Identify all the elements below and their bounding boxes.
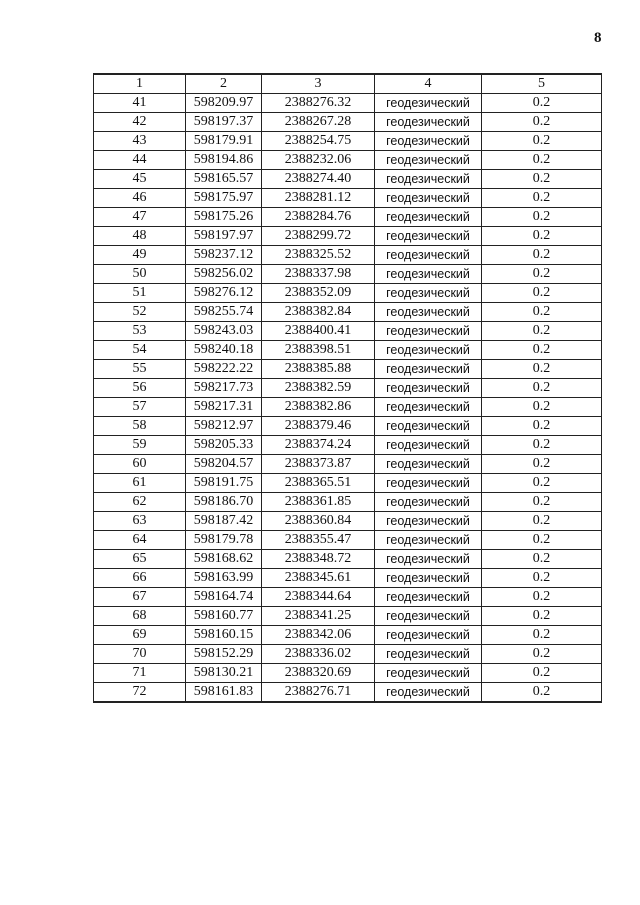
method-cell: геодезический xyxy=(375,683,482,703)
table-row xyxy=(94,626,602,645)
accuracy-cell: 0.2 xyxy=(482,265,602,284)
x-coordinate-cell: 598152.29 xyxy=(186,645,262,664)
accuracy-cell: 0.2 xyxy=(482,113,602,132)
y-coordinate-cell: 2388348.72 xyxy=(262,550,375,569)
x-coordinate-cell: 598163.99 xyxy=(186,569,262,588)
table-row xyxy=(94,132,602,151)
column-header: 4 xyxy=(375,74,482,94)
y-coordinate-cell: 2388337.98 xyxy=(262,265,375,284)
x-coordinate-cell: 598217.31 xyxy=(186,398,262,417)
y-coordinate-cell: 2388274.40 xyxy=(262,170,375,189)
point-number-cell: 59 xyxy=(94,436,186,455)
table-row xyxy=(94,588,602,607)
y-coordinate-cell: 2388267.28 xyxy=(262,113,375,132)
y-coordinate-cell: 2388379.46 xyxy=(262,417,375,436)
accuracy-cell: 0.2 xyxy=(482,189,602,208)
table-row xyxy=(94,455,602,474)
y-coordinate-cell: 2388284.76 xyxy=(262,208,375,227)
accuracy-cell: 0.2 xyxy=(482,474,602,493)
table-row xyxy=(94,645,602,664)
point-number-cell: 66 xyxy=(94,569,186,588)
accuracy-cell: 0.2 xyxy=(482,607,602,626)
y-coordinate-cell: 2388320.69 xyxy=(262,664,375,683)
table-row xyxy=(94,398,602,417)
x-coordinate-cell: 598212.97 xyxy=(186,417,262,436)
table-row xyxy=(94,170,602,189)
table-row xyxy=(94,189,602,208)
y-coordinate-cell: 2388382.59 xyxy=(262,379,375,398)
method-cell: геодезический xyxy=(375,303,482,322)
accuracy-cell: 0.2 xyxy=(482,531,602,550)
y-coordinate-cell: 2388352.09 xyxy=(262,284,375,303)
x-coordinate-cell: 598197.37 xyxy=(186,113,262,132)
method-cell: геодезический xyxy=(375,455,482,474)
accuracy-cell: 0.2 xyxy=(482,360,602,379)
accuracy-cell: 0.2 xyxy=(482,588,602,607)
point-number-cell: 69 xyxy=(94,626,186,645)
y-coordinate-cell: 2388344.64 xyxy=(262,588,375,607)
method-cell: геодезический xyxy=(375,208,482,227)
point-number-cell: 54 xyxy=(94,341,186,360)
table-row xyxy=(94,341,602,360)
page-number: 8 xyxy=(594,30,602,46)
table-row xyxy=(94,550,602,569)
point-number-cell: 45 xyxy=(94,170,186,189)
table-row xyxy=(94,360,602,379)
column-header: 1 xyxy=(94,74,186,94)
y-coordinate-cell: 2388400.41 xyxy=(262,322,375,341)
table-row xyxy=(94,493,602,512)
method-cell: геодезический xyxy=(375,265,482,284)
y-coordinate-cell: 2388342.06 xyxy=(262,626,375,645)
x-coordinate-cell: 598276.12 xyxy=(186,284,262,303)
x-coordinate-cell: 598165.57 xyxy=(186,170,262,189)
x-coordinate-cell: 598160.15 xyxy=(186,626,262,645)
accuracy-cell: 0.2 xyxy=(482,379,602,398)
method-cell: геодезический xyxy=(375,132,482,151)
accuracy-cell: 0.2 xyxy=(482,322,602,341)
point-number-cell: 57 xyxy=(94,398,186,417)
x-coordinate-cell: 598255.74 xyxy=(186,303,262,322)
y-coordinate-cell: 2388355.47 xyxy=(262,531,375,550)
method-cell: геодезический xyxy=(375,227,482,246)
point-number-cell: 44 xyxy=(94,151,186,170)
accuracy-cell: 0.2 xyxy=(482,664,602,683)
point-number-cell: 61 xyxy=(94,474,186,493)
accuracy-cell: 0.2 xyxy=(482,550,602,569)
method-cell: геодезический xyxy=(375,588,482,607)
y-coordinate-cell: 2388336.02 xyxy=(262,645,375,664)
table-row xyxy=(94,94,602,113)
x-coordinate-cell: 598161.83 xyxy=(186,683,262,703)
column-header: 2 xyxy=(186,74,262,94)
method-cell: геодезический xyxy=(375,626,482,645)
table-body xyxy=(94,94,602,703)
accuracy-cell: 0.2 xyxy=(482,208,602,227)
y-coordinate-cell: 2388345.61 xyxy=(262,569,375,588)
point-number-cell: 64 xyxy=(94,531,186,550)
point-number-cell: 46 xyxy=(94,189,186,208)
y-coordinate-cell: 2388341.25 xyxy=(262,607,375,626)
point-number-cell: 42 xyxy=(94,113,186,132)
table-row xyxy=(94,607,602,626)
x-coordinate-cell: 598130.21 xyxy=(186,664,262,683)
table-row xyxy=(94,246,602,265)
x-coordinate-cell: 598237.12 xyxy=(186,246,262,265)
y-coordinate-cell: 2388373.87 xyxy=(262,455,375,474)
point-number-cell: 49 xyxy=(94,246,186,265)
y-coordinate-cell: 2388361.85 xyxy=(262,493,375,512)
table-header-row xyxy=(94,74,602,94)
method-cell: геодезический xyxy=(375,436,482,455)
table-row xyxy=(94,436,602,455)
table-row xyxy=(94,303,602,322)
x-coordinate-cell: 598209.97 xyxy=(186,94,262,113)
method-cell: геодезический xyxy=(375,151,482,170)
point-number-cell: 60 xyxy=(94,455,186,474)
method-cell: геодезический xyxy=(375,493,482,512)
x-coordinate-cell: 598187.42 xyxy=(186,512,262,531)
point-number-cell: 72 xyxy=(94,683,186,703)
x-coordinate-cell: 598179.78 xyxy=(186,531,262,550)
y-coordinate-cell: 2388360.84 xyxy=(262,512,375,531)
method-cell: геодезический xyxy=(375,170,482,189)
accuracy-cell: 0.2 xyxy=(482,303,602,322)
point-number-cell: 71 xyxy=(94,664,186,683)
table-row xyxy=(94,512,602,531)
coordinates-table xyxy=(93,73,602,703)
method-cell: геодезический xyxy=(375,360,482,379)
method-cell: геодезический xyxy=(375,246,482,265)
y-coordinate-cell: 2388385.88 xyxy=(262,360,375,379)
method-cell: геодезический xyxy=(375,512,482,531)
x-coordinate-cell: 598168.62 xyxy=(186,550,262,569)
x-coordinate-cell: 598164.74 xyxy=(186,588,262,607)
point-number-cell: 47 xyxy=(94,208,186,227)
accuracy-cell: 0.2 xyxy=(482,246,602,265)
table-row xyxy=(94,113,602,132)
point-number-cell: 41 xyxy=(94,94,186,113)
point-number-cell: 67 xyxy=(94,588,186,607)
y-coordinate-cell: 2388254.75 xyxy=(262,132,375,151)
accuracy-cell: 0.2 xyxy=(482,151,602,170)
method-cell: геодезический xyxy=(375,569,482,588)
x-coordinate-cell: 598240.18 xyxy=(186,341,262,360)
x-coordinate-cell: 598217.73 xyxy=(186,379,262,398)
y-coordinate-cell: 2388365.51 xyxy=(262,474,375,493)
method-cell: геодезический xyxy=(375,341,482,360)
x-coordinate-cell: 598175.97 xyxy=(186,189,262,208)
point-number-cell: 52 xyxy=(94,303,186,322)
method-cell: геодезический xyxy=(375,94,482,113)
method-cell: геодезический xyxy=(375,531,482,550)
accuracy-cell: 0.2 xyxy=(482,132,602,151)
point-number-cell: 58 xyxy=(94,417,186,436)
method-cell: геодезический xyxy=(375,189,482,208)
point-number-cell: 62 xyxy=(94,493,186,512)
method-cell: геодезический xyxy=(375,645,482,664)
point-number-cell: 70 xyxy=(94,645,186,664)
point-number-cell: 63 xyxy=(94,512,186,531)
y-coordinate-cell: 2388382.86 xyxy=(262,398,375,417)
y-coordinate-cell: 2388276.71 xyxy=(262,683,375,703)
accuracy-cell: 0.2 xyxy=(482,170,602,189)
accuracy-cell: 0.2 xyxy=(482,227,602,246)
table-row xyxy=(94,417,602,436)
y-coordinate-cell: 2388398.51 xyxy=(262,341,375,360)
x-coordinate-cell: 598194.86 xyxy=(186,151,262,170)
x-coordinate-cell: 598243.03 xyxy=(186,322,262,341)
x-coordinate-cell: 598186.70 xyxy=(186,493,262,512)
accuracy-cell: 0.2 xyxy=(482,341,602,360)
accuracy-cell: 0.2 xyxy=(482,417,602,436)
accuracy-cell: 0.2 xyxy=(482,645,602,664)
table-row xyxy=(94,322,602,341)
point-number-cell: 55 xyxy=(94,360,186,379)
accuracy-cell: 0.2 xyxy=(482,626,602,645)
y-coordinate-cell: 2388276.32 xyxy=(262,94,375,113)
x-coordinate-cell: 598205.33 xyxy=(186,436,262,455)
method-cell: геодезический xyxy=(375,474,482,493)
y-coordinate-cell: 2388299.72 xyxy=(262,227,375,246)
table-row xyxy=(94,683,602,703)
table-row xyxy=(94,474,602,493)
accuracy-cell: 0.2 xyxy=(482,94,602,113)
table-row xyxy=(94,265,602,284)
point-number-cell: 48 xyxy=(94,227,186,246)
accuracy-cell: 0.2 xyxy=(482,284,602,303)
method-cell: геодезический xyxy=(375,398,482,417)
table-row xyxy=(94,531,602,550)
x-coordinate-cell: 598204.57 xyxy=(186,455,262,474)
accuracy-cell: 0.2 xyxy=(482,512,602,531)
column-header: 5 xyxy=(482,74,602,94)
accuracy-cell: 0.2 xyxy=(482,493,602,512)
accuracy-cell: 0.2 xyxy=(482,683,602,703)
column-header: 3 xyxy=(262,74,375,94)
method-cell: геодезический xyxy=(375,664,482,683)
point-number-cell: 51 xyxy=(94,284,186,303)
method-cell: геодезический xyxy=(375,113,482,132)
table-row xyxy=(94,569,602,588)
method-cell: геодезический xyxy=(375,284,482,303)
point-number-cell: 53 xyxy=(94,322,186,341)
y-coordinate-cell: 2388382.84 xyxy=(262,303,375,322)
x-coordinate-cell: 598222.22 xyxy=(186,360,262,379)
x-coordinate-cell: 598256.02 xyxy=(186,265,262,284)
point-number-cell: 50 xyxy=(94,265,186,284)
x-coordinate-cell: 598191.75 xyxy=(186,474,262,493)
x-coordinate-cell: 598197.97 xyxy=(186,227,262,246)
x-coordinate-cell: 598179.91 xyxy=(186,132,262,151)
method-cell: геодезический xyxy=(375,417,482,436)
x-coordinate-cell: 598175.26 xyxy=(186,208,262,227)
point-number-cell: 68 xyxy=(94,607,186,626)
x-coordinate-cell: 598160.77 xyxy=(186,607,262,626)
accuracy-cell: 0.2 xyxy=(482,398,602,417)
method-cell: геодезический xyxy=(375,379,482,398)
method-cell: геодезический xyxy=(375,550,482,569)
table-row xyxy=(94,379,602,398)
accuracy-cell: 0.2 xyxy=(482,436,602,455)
method-cell: геодезический xyxy=(375,607,482,626)
table-row xyxy=(94,151,602,170)
method-cell: геодезический xyxy=(375,322,482,341)
accuracy-cell: 0.2 xyxy=(482,455,602,474)
point-number-cell: 56 xyxy=(94,379,186,398)
accuracy-cell: 0.2 xyxy=(482,569,602,588)
table-row xyxy=(94,227,602,246)
y-coordinate-cell: 2388374.24 xyxy=(262,436,375,455)
y-coordinate-cell: 2388281.12 xyxy=(262,189,375,208)
point-number-cell: 43 xyxy=(94,132,186,151)
table-row xyxy=(94,664,602,683)
table-row xyxy=(94,284,602,303)
table-row xyxy=(94,208,602,227)
point-number-cell: 65 xyxy=(94,550,186,569)
y-coordinate-cell: 2388232.06 xyxy=(262,151,375,170)
y-coordinate-cell: 2388325.52 xyxy=(262,246,375,265)
